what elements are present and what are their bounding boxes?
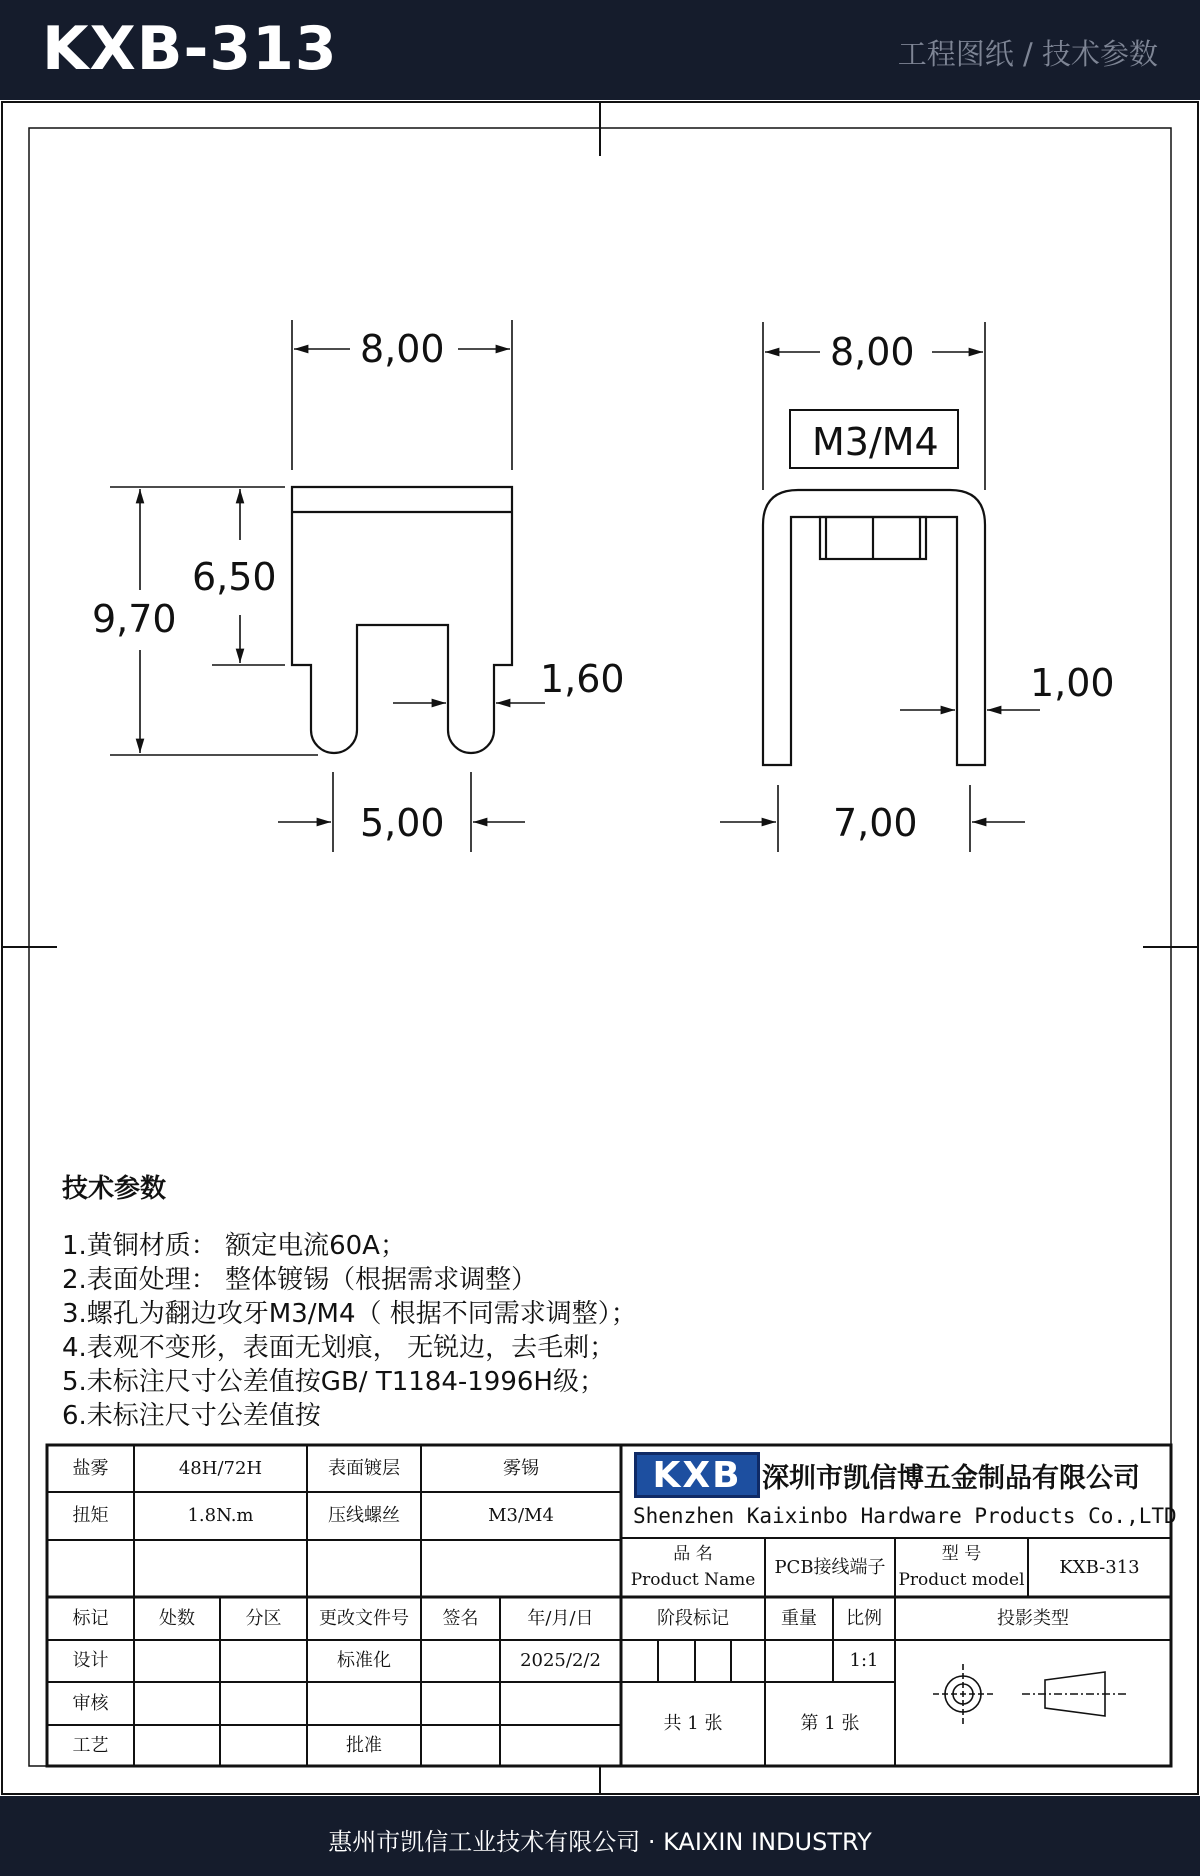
screw-value: M3/M4 [488,1505,554,1526]
product-name-label-cn: 品 名 [673,1544,713,1564]
dim-front-height-total: 9,70 [92,597,177,641]
notes-title: 技术参数 [62,1174,167,1204]
dim-front-leg-width: 1,60 [540,657,625,701]
total-sheets: 共 1 张 [663,1713,723,1734]
note-item: 5.未标注尺寸公差值按GB/ T1184-1996H级； [62,1367,605,1397]
dim-side-inner-width: 7,00 [833,801,918,845]
front-view-dimensions [110,320,545,852]
col-projection: 投影类型 [997,1607,1069,1629]
plating-label: 表面镀层 [328,1457,400,1479]
process-label: 工艺 [72,1734,109,1756]
torque-label: 扭矩 [72,1505,109,1526]
header-subtitle: 工程图纸 / 技术参数 [897,37,1158,71]
col-zone: 分区 [245,1607,282,1629]
salt-value: 48H/72H [178,1457,263,1479]
drawing-title: KXB-313 [42,14,338,84]
design-label: 设计 [72,1650,109,1671]
dim-side-thickness: 1,00 [1030,661,1115,705]
side-view-dimensions [720,322,1040,852]
col-stage: 阶段标记 [657,1607,729,1629]
product-name-value: PCB接线端子 [774,1556,886,1578]
note-item: 6.未标注尺寸公差值按 [62,1401,321,1431]
dim-front-height-slot: 6,50 [192,555,277,599]
note-item: 1.黄铜材质： 额定电流60A； [62,1231,406,1261]
torque-value: 1.8N.m [187,1505,254,1526]
note-item: 2.表面处理： 整体镀锡（根据需求调整） [62,1265,538,1295]
salt-label: 盐雾 [72,1457,109,1479]
footer-text: 惠州市凯信工业技术有限公司 · KAIXIN INDUSTRY [328,1828,872,1856]
model-label-en: Product model [898,1570,1025,1590]
technical-notes [62,1168,1062,1433]
date-value: 2025/2/2 [520,1650,601,1671]
model-label-cn: 型 号 [941,1544,982,1564]
company-name-cn: 深圳市凯信博五金制品有限公司 [762,1463,1140,1494]
col-doc: 更改文件号 [319,1607,409,1629]
dim-side-width: 8,00 [830,330,915,374]
note-item: 4.表观不变形，表面无划痕， 无锐边，去毛刺； [62,1333,616,1363]
projection-symbol-icon [933,1664,1128,1724]
sheet-number: 第 1 张 [800,1713,860,1734]
scale-value: 1:1 [849,1650,879,1671]
company-logo: KXB [634,1452,760,1498]
col-date: 年/月/日 [527,1607,594,1629]
dim-side-thread: M3/M4 [812,420,939,464]
plating-value: 雾锡 [503,1457,539,1479]
col-scale: 比例 [846,1607,882,1629]
company-name-en: Shenzhen Kaixinbo Hardware Products Co.,LTD [633,1504,1177,1528]
model-value: KXB-313 [1059,1556,1140,1578]
footer-bar [0,1796,1200,1876]
product-name-label-en: Product Name [630,1570,756,1590]
dim-front-slot-width: 5,00 [360,801,445,845]
front-view [292,487,512,753]
dim-front-width: 8,00 [360,327,445,371]
col-sign: 签名 [442,1607,479,1629]
col-mark: 标记 [72,1607,109,1629]
col-count: 处数 [159,1607,195,1629]
note-item: 3.螺孔为翻边攻牙M3/M4（ 根据不同需求调整）； [62,1299,637,1329]
screw-label: 压线螺丝 [328,1505,400,1526]
standard-label: 标准化 [337,1650,391,1671]
approve-label: 批准 [346,1734,382,1756]
review-label: 审核 [72,1692,109,1714]
col-weight: 重量 [781,1607,817,1629]
